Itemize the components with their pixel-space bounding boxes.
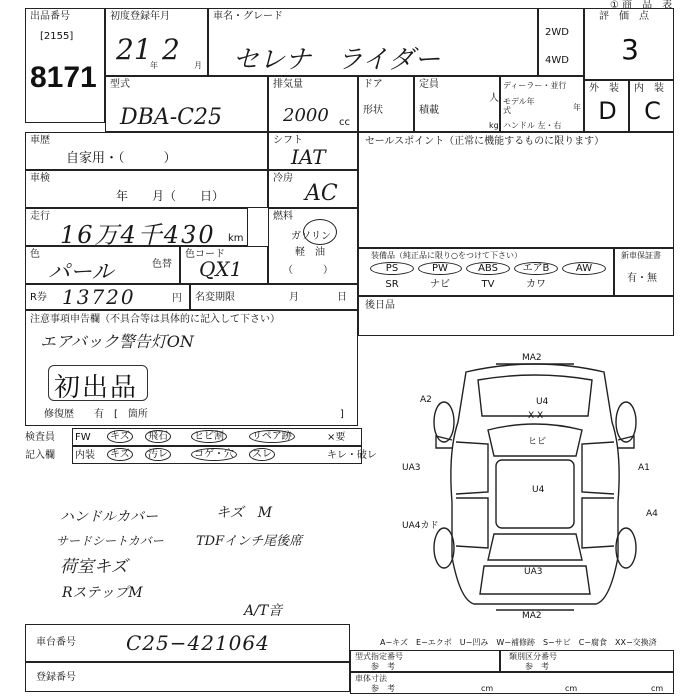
inspection-label: 車検 — [30, 173, 50, 184]
damage-mark: MA2 — [522, 611, 542, 621]
equipment-item: エアB — [514, 262, 558, 275]
type-spec-ref: 参 考 — [371, 662, 395, 671]
inspection-value: 年 月（ 日） — [116, 189, 225, 203]
first-registration-year: 21 — [116, 33, 152, 66]
grade-box — [584, 8, 674, 80]
aircon-value: AC — [305, 181, 338, 206]
displacement-value: 2000 — [283, 105, 329, 126]
aircon-box — [268, 170, 358, 208]
displacement-box — [268, 76, 358, 132]
fuel-other: （ ） — [283, 265, 333, 276]
length-cm-3: cm — [651, 684, 664, 693]
recycle-value: 13720 — [62, 285, 136, 309]
fuel-box — [268, 208, 358, 284]
first-registration-label: 初度登録年月 — [110, 11, 170, 22]
color-box — [25, 246, 180, 284]
inspector-term: キレ・破レ — [327, 450, 377, 461]
registration-box — [25, 662, 350, 692]
equipment-item: AW — [562, 262, 606, 275]
color-change-label: 色替 — [152, 259, 172, 270]
class-ref: 参 考 — [525, 662, 549, 671]
fuel-gasoline-circle — [303, 219, 337, 245]
load-unit: kg — [489, 121, 499, 130]
inspector-term: ×要 — [327, 432, 346, 443]
history-label: 車歴 — [30, 135, 50, 146]
history-box — [25, 132, 268, 170]
name-change-day: 日 — [337, 292, 347, 303]
damage-mark: UA3 — [402, 463, 421, 473]
grade-value: 3 — [621, 33, 639, 66]
length-cm-2: cm — [565, 684, 578, 693]
inspector-term: 内装 — [75, 450, 95, 461]
inspector-term: リペア跡 — [249, 430, 295, 443]
shape-label: 形状 — [363, 105, 383, 116]
inspector-term: キズ — [107, 430, 133, 443]
fuel-label: 燃料 — [273, 211, 293, 222]
equipment-item: TV — [481, 279, 495, 290]
shift-box — [268, 132, 358, 170]
inspector-term: 飛石 — [145, 430, 171, 443]
equipment-item: カワ — [526, 279, 546, 290]
handwritten-line-2-right: TDFインチ尾後席 — [196, 534, 303, 549]
handwritten-line-2-left: サードシートカバー — [56, 534, 164, 548]
chassis-label: 車台番号 — [36, 637, 76, 648]
fuel-diesel: 軽 油 — [295, 247, 325, 258]
load-label: 積載 — [419, 105, 439, 116]
inspector-term: 汚レ — [145, 448, 171, 461]
model-box — [105, 76, 268, 132]
lot-number-label: 出品番号 — [30, 11, 70, 22]
shift-value: IAT — [291, 145, 326, 169]
capacity-label: 定員 — [419, 79, 439, 90]
dealer-box — [500, 76, 584, 132]
first-registration-box — [105, 8, 208, 76]
inspector-term: キズ — [107, 448, 133, 461]
grade-label: 評 価 点 — [599, 11, 649, 22]
entry-label: 記入欄 — [25, 450, 55, 461]
displacement-unit: cc — [339, 117, 350, 128]
damage-mark: U4 — [536, 397, 549, 407]
dealer-label: ディーラー・並行 — [503, 81, 567, 90]
form-title-fragment: ① 商 品 表 — [610, 0, 673, 11]
type-spec-box — [350, 650, 500, 672]
mileage-box — [25, 208, 248, 249]
damage-mark: A4 — [646, 509, 658, 519]
later-items-label: 後日品 — [365, 300, 395, 311]
handwritten-line-1-left: ハンドルカバー — [60, 509, 158, 525]
first-registration-month: 2 — [162, 33, 180, 66]
length-ref: 参 考 — [371, 684, 395, 693]
repair-history-close: ] — [340, 409, 344, 420]
warranty-value: 有・無 — [627, 273, 657, 284]
damage-mark: MA2 — [522, 353, 542, 363]
recycle-label: R券 — [30, 292, 47, 303]
drive-box — [538, 8, 584, 76]
color-code-box — [180, 246, 268, 284]
inspector-term: コゲ・穴 — [191, 448, 237, 461]
interior-label: 内 装 — [634, 83, 664, 94]
lot-number-box — [25, 8, 105, 123]
equipment-item: ABS — [466, 262, 510, 275]
damage-mark: X X — [528, 411, 544, 421]
registration-label: 登録番号 — [36, 672, 76, 683]
equipment-item: ナビ — [430, 279, 450, 290]
repair-history-label: 修復歴 有 [ 箇所 — [44, 409, 148, 420]
inspector-term: FW — [75, 432, 91, 443]
door-label: ドア — [363, 79, 383, 90]
exterior-box — [584, 80, 629, 132]
handle-label: ハンドル 左・右 — [503, 121, 562, 130]
damage-mark: UA3 — [524, 567, 543, 577]
color-code-value: QX1 — [199, 257, 243, 281]
class-box — [500, 650, 674, 672]
equipment-title: 装備品（純正品に限り○をつけて下さい） — [371, 251, 522, 260]
inspector-term: ヒビ割 — [191, 430, 227, 443]
damage-legend: A−キズ E−エクボ U−凹み W−補修跡 S−サビ C−腐食 XX−交換済 — [380, 638, 657, 647]
drive-2wd: 2WD — [545, 27, 569, 38]
notes-line1: エアバック警告灯ON — [40, 332, 194, 351]
equipment-item: PS — [370, 262, 414, 275]
handwritten-line-5: A/T音 — [244, 603, 283, 619]
door-shape-box — [358, 76, 414, 132]
mileage-unit: km — [228, 233, 244, 244]
aircon-label: 冷房 — [273, 173, 293, 184]
damage-mark: A1 — [638, 463, 650, 473]
lot-sub-number: [2155] — [40, 31, 74, 42]
car-name-label: 車名・グレード — [213, 11, 283, 22]
name-change-label: 名変期限 — [195, 292, 235, 303]
capacity-load-box — [414, 76, 500, 132]
warranty-label: 新車保証書 — [621, 251, 661, 260]
color-value: パール — [48, 260, 114, 285]
history-value: 自家用・（ ） — [66, 151, 177, 166]
chassis-box — [25, 624, 350, 662]
chassis-value: C25−421064 — [126, 631, 270, 655]
sales-point-box — [358, 132, 674, 248]
class-label: 類別区分番号 — [509, 652, 557, 661]
handwritten-line-3: 荷室キズ — [60, 557, 128, 577]
car-name-box — [208, 8, 538, 76]
interior-value: C — [644, 97, 661, 125]
notes-box — [25, 310, 358, 426]
model-year-unit: 年 — [573, 103, 581, 112]
inspection-box — [25, 170, 268, 208]
damage-mark: U4 — [532, 485, 545, 495]
type-spec-label: 型式指定番号 — [355, 652, 403, 661]
month-unit: 月 — [194, 61, 202, 70]
recycle-box — [25, 284, 190, 310]
damage-mark: ヒビ — [528, 437, 547, 447]
recycle-unit: 円 — [172, 293, 182, 304]
equipment-item: SR — [385, 279, 399, 290]
displacement-label: 排気量 — [273, 79, 303, 90]
name-change-month: 月 — [289, 292, 299, 303]
interior-box — [629, 80, 674, 132]
notes-title: 注意事項申告欄（不具合等は具体的に記入して下さい） — [30, 314, 280, 325]
car-name-value: セレナ ライダー — [233, 45, 441, 75]
later-items-box — [358, 296, 674, 336]
inspector-row-2 — [72, 446, 377, 464]
color-code-label: 色コード — [185, 249, 225, 260]
handwritten-line-1-right: キズ M — [216, 505, 273, 521]
damage-mark: A2 — [420, 395, 432, 405]
shift-label: シフト — [273, 135, 303, 146]
year-unit: 年 — [150, 61, 158, 70]
length-label: 車体寸法 — [355, 674, 387, 683]
equipment-item: PW — [418, 262, 462, 275]
warranty-box — [614, 248, 674, 296]
damage-mark: UA4カド — [402, 521, 439, 531]
first-listing-stamp: 初出品 — [54, 373, 139, 403]
model-year-label: モデル年式 — [503, 97, 535, 115]
name-change-box — [190, 284, 358, 310]
drive-4wd: 4WD — [545, 55, 569, 66]
length-cm-1: cm — [481, 684, 494, 693]
model-label: 型式 — [110, 79, 130, 90]
length-box — [350, 672, 674, 694]
exterior-label: 外 装 — [589, 83, 619, 94]
mileage-label: 走行 — [30, 211, 50, 222]
inspector-term: スレ — [249, 448, 275, 461]
model-value: DBA-C25 — [120, 105, 222, 130]
vehicle-damage-diagram — [396, 352, 674, 622]
mileage-value: 16万4千430 — [60, 221, 216, 249]
lot-number-value: 8171 — [30, 61, 97, 94]
color-label: 色 — [30, 249, 40, 260]
inspector-label: 検査員 — [25, 432, 55, 443]
exterior-value: D — [598, 97, 617, 125]
inspector-row-1 — [72, 428, 362, 446]
equipment-grid — [370, 262, 610, 296]
handwritten-line-4: RステップM — [62, 585, 143, 601]
capacity-unit: 人 — [489, 93, 499, 104]
fuel-gasoline: ガソリン — [291, 231, 331, 242]
sales-point-title: セールスポイント（正常に機能するものに限ります） — [365, 136, 605, 147]
